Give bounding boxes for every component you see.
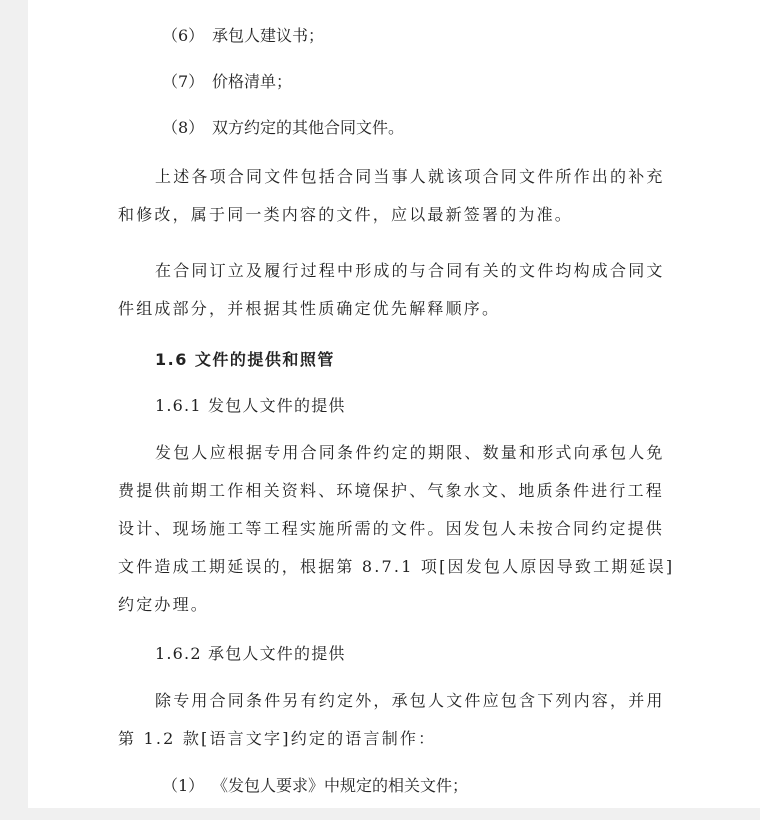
list-item: [118, 116, 678, 140]
list-item-text: 《发包人要求》中规定的相关文件；: [212, 776, 469, 795]
list-item-number: （6）: [162, 26, 205, 45]
list-item-text: 价格清单；: [212, 72, 293, 91]
subsection-heading-contractor-documents: 1.6.2 承包人文件的提供: [155, 644, 346, 663]
list-item: [118, 774, 678, 798]
list-item-text: 承包人建议书；: [212, 26, 325, 45]
list-item: [118, 70, 678, 94]
document-page: [28, 0, 760, 808]
subsection-heading-employer-documents: 1.6.1 发包人文件的提供: [155, 396, 346, 415]
paragraph-employer-documents: 发包人应根据专用合同条件约定的期限、数量和形式向承包人免费提供前期工作相关资料、环境保护、气象水文、地质条件进行工程设计、现场施工等工程实施所需的文件。因发包人未按合同约定提供文件造成工期延误的，根据第 8.7.1 项[因发包人原因导致工期延误]约定办理。: [118, 443, 675, 614]
paragraph-contractor-documents: 除专用合同条件另有约定外，承包人文件应包含下列内容，并用第 1.2 款[语言文字]约定的语言制作：: [118, 691, 665, 748]
list-item-number: （8）: [162, 118, 205, 137]
list-item-number: （1）: [162, 776, 205, 795]
document-body: [118, 24, 678, 808]
list-item-number: （7）: [162, 72, 205, 91]
paragraph-amendments: 上述各项合同文件包括合同当事人就该项合同文件所作出的补充和修改，属于同一类内容的文件，应以最新签署的为准。: [118, 167, 665, 224]
paragraph-document-composition: 在合同订立及履行过程中形成的与合同有关的文件均构成合同文件组成部分，并根据其性质确定优先解释顺序。: [118, 261, 665, 318]
list-item-text: 双方约定的其他合同文件。: [212, 118, 405, 137]
list-item: [118, 24, 678, 48]
section-heading: 1.6 文件的提供和照管: [155, 350, 335, 369]
